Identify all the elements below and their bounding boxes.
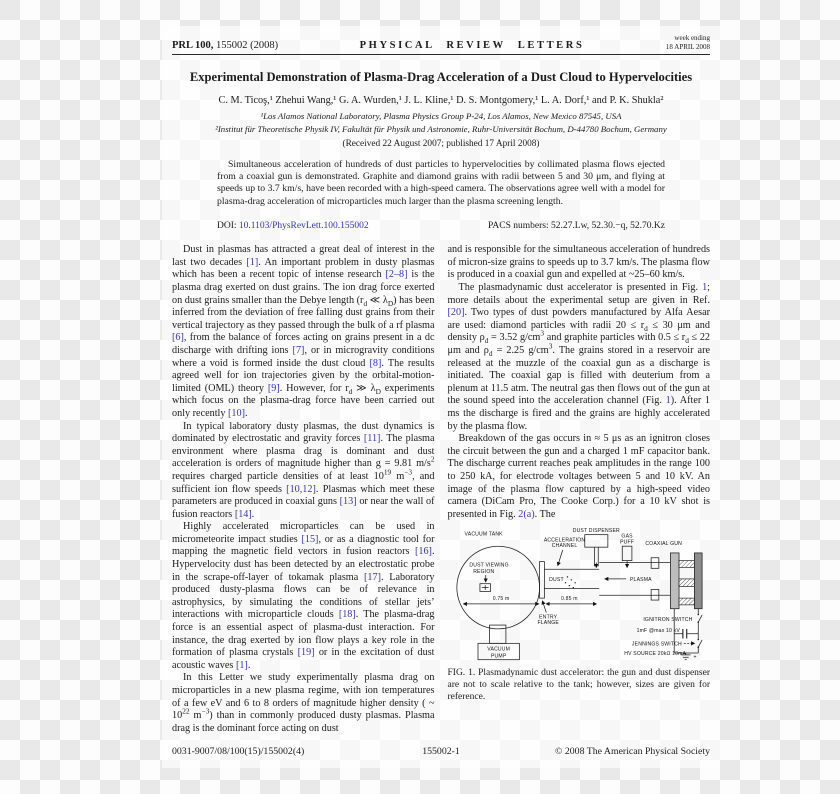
journal-header [172,34,710,55]
body-paragraph: In this Letter we study experimentally plasma drag on microparticles in a new plasma regime, with ion temperatures of a few eV and 6 to 8 orders of magnitude higher density ( ~ $10^{22}$ $m^{-3}$) than in commonly produced dusty plasmas. Plasma drag is the dominant force acting on dust [172,672,435,734]
issue-date: 18 APRIL 2008 [665,42,710,51]
citation-ref: [9] [267,382,280,394]
dust-grain-dot [570,579,571,580]
body-paragraph: Highly accelerated microparticles can be used in micrometeorite impact studies [15], or as a diagnostic tool for mapping the magnetic field vectors in fusion reactors [16]. Hypervelocity dust has been detected by an electrostatic probe in the scrape-off-layer of tokamak plasma [17]. Laboratory produced dusty-plasma flows can be of relevance in astrophysics, by simulating the conditions of stellar jets’ interactions with microparticle clouds [18]. The plasma-drag force is an essential aspect of plasma-dust interaction. For instance, the drag exerted by ion flow plays a key role in the formation of plasma crystals [19] or in the excitation of dust acoustic waves [1]. [172,521,435,671]
author-list: C. M. Ticoş,¹ Zhehui Wang,¹ G. A. Wurden,¹ J. L. Kline,¹ D. S. Montgomery,¹ L. A. Dorf,¹ and P. K. Shukla² [218,95,664,106]
dust-grain-dot [567,577,568,578]
plus-sign-label: + [693,655,697,662]
issn-code: 0031-9007/08/100(15)/155002(4) [172,746,305,757]
page-title: Experimental Demonstration of Plasma-Drag Acceleration of a Dust Cloud to Hypervelocities [189,70,693,84]
dust-grain-dot [565,582,566,583]
gun-backplate [670,553,679,609]
paper-page [162,26,720,768]
channel-dimension-label: 0.85 m [560,596,578,603]
entry-flange-label2: FLANGE [537,620,559,627]
figure-1 [448,526,711,663]
switch-contact-dot [697,614,699,616]
figure-1-schematic [453,526,705,663]
figure-ref: 1 [665,395,671,407]
affiliation-2: ²Institut für Theoretische Physik IV, Fakultät für Physik und Astronomie, Ruhr-Universität Bochum, D-44780 Bochum, Germany [215,123,667,134]
dust-grain-dot [574,582,575,583]
body-paragraph: In typical laboratory dusty plasmas, the dust dynamics is dominated by electrostatic and gravity forces [11]. The plasma environment where plasma drag is dominant and dust acceleration is orders of magnitude higher than g = 9.81 $m/s^2$ requires charged particle densities of at least $10^{19}$ $m^{-3}$, and sufficient ion flow speeds [10,12]. Plasmas which meet these parameters are produced in coaxial guns [13] or near the wall of fusion reactors [14]. [172,420,435,520]
jennings-switch-label: JENNINGS SWITCH [631,641,682,648]
citation-ref: [20] [447,307,465,319]
dust-grain-dot [568,585,569,586]
copyright-notice: © 2008 The American Physical Society [554,746,710,757]
ignitron-switch-label: IGNITRON SWITCH [643,617,693,624]
gun-insulator-bottom [651,590,659,601]
gun-electrode-top [679,561,694,568]
citation-ref: [10] [228,407,245,419]
citation-ref: [15] [301,533,319,545]
figure-1-caption: FIG. 1. Plasmadynamic dust accelerator: the gun and dust dispenser are not to scale relative to the tank; however, sizes are given for reference. [447,667,710,702]
citation-ref: [6] [172,332,184,344]
gun-electrode-center [679,579,694,587]
ignitron-switch-blade [698,615,702,622]
doi-link[interactable]: 10.1103/PhysRevLett.100.155002 [238,221,369,232]
body-paragraph: and is responsible for the simultaneous acceleration of hundreds of micron-size grains to speeds up to 3.7 km/s. The plasma flow is produced in a coaxial gun and expelled at ~25–60 km/s. [447,244,710,281]
coaxial-gun-label: COAXIAL GUN [645,541,682,548]
affiliation-1: ¹Los Alamos National Laboratory, Plasma Physics Group P-24, Los Alamos, New Mexico 87545, USA [260,111,622,121]
vacuum-tank-circle [457,546,540,629]
vacuum-pump-label: VACUUM [487,646,510,653]
tank-dimension-label: 0.75 m [492,596,510,603]
entry-flange [539,562,544,599]
dust-label: DUST [548,577,564,584]
dust-dispenser-label: DUST DISPENSER [572,528,620,535]
pacs-numbers: PACS numbers: 52.27.Lw, 52.30.−q, 52.70.Kz [488,221,665,232]
jennings-switch-blade [698,640,702,647]
figure-ref: 1 [702,282,708,293]
left-column [172,244,435,735]
citation-ref: [19] [297,647,315,659]
citation-ref: [11] [363,433,381,445]
two-column-body [172,244,710,735]
body-paragraph: The plasmadynamic dust accelerator is presented in Fig. 1; more details about the experimental setup are given in Ref. [20]. Two types of dust powders manufactured by Alfa Aesar are used: diamond particles with radii $20 \le r_d \le 30$ μm and density $\rho_d = 3.52$ $g/cm^3$ and graphite particles with $0.5 \le r_d \le 22$ μm and $\rho_d = 2.25$ $g/cm^3$. The grains stored in a reservoir are released at the muzzle of the coaxial gun as a discharge is initiated. The coaxial gap is filled with deuterium from a plenum at 11.5 atm. The neutral gas then flows out of the gun at the sound speed into the acceleration channel (Fig. 1). After 1 ms the discharge is fired and the grains are highly accelerated by the plasma flow. [447,282,711,432]
citation-ref: [2–8] [385,269,408,281]
pump-neck [489,625,505,643]
entry-flange-arrow [542,601,546,613]
vacuum-pump-label2: PUMP [490,653,507,660]
issue-info: 155002 (2008) [213,40,279,51]
capacitor-label: 1mF @max 10 kV [636,628,680,635]
doi-line [217,221,369,231]
citation-ref: [10,12] [286,483,316,495]
dust-viewing-label2: REGION [472,569,495,576]
dust-viewing-label: DUST VIEWING [469,562,509,569]
citation-ref: [8] [369,357,382,369]
figure-ref: 2(a) [518,508,535,520]
doi-pacs-row [217,221,665,231]
dust-grain-dot [572,587,573,588]
page-number: 155002-1 [422,746,460,757]
citation-ref: [1] [235,659,248,671]
journal-footer [172,746,710,757]
acceleration-channel-label2: CHANNEL [551,543,578,550]
body-paragraph: Breakdown of the gas occurs in ≈ 5 μs as an ignitron closes the circuit between the gun and a charged 1 mF capacitor bank. The discharge current reaches peak amplitudes in the range 100 to 250 kA, for electrode voltages between 5 and 10 kV. An image of the plasma flow captured by a high-speed video camera (DiCam Pro, The Cooke Corp.) for a 10 kV shot is presented in Fig. 2(a). The [447,433,710,520]
gas-puff-label: GAS [621,533,633,540]
plasma-label: PLASMA [629,577,652,584]
vacuum-tank-label: VACUUM TANK [464,531,503,538]
doi-label: DOI: [217,221,237,232]
abstract: Simultaneous acceleration of hundreds of dust particles to hypervelocities by collimated plasma flows ejected from a coaxial gun is demonstrated. Graphite and diamond grains with radii between 5 and 30 μm, and flying at speeds up to 3.7 km/s, have been recorded with a high-speed camera. The observations agree well with a model for plasma-drag acceleration of microparticles much larger than the plasma screening length. [217,158,665,207]
hv-source-label: HV SOURCE 20kΩ 10mA [623,651,686,658]
right-column [448,244,711,735]
citation-ref: [7] [292,344,305,356]
journal-citation [172,40,278,51]
citation-ref: [1] [246,256,259,268]
gun-electrode-bottom [679,598,694,605]
week-ending-label: week ending [674,34,710,42]
journal-abbrev: PRL 100, [172,40,214,51]
dust-dispenser-box [585,535,608,548]
citation-ref: [17] [363,571,381,583]
citation-ref: [13] [339,496,357,508]
journal-name: PHYSICAL REVIEW LETTERS [359,40,585,51]
citation-ref: [16] [414,546,432,558]
issue-date-block [666,34,710,51]
acceleration-channel-label: ACCELERATION [543,537,586,544]
gun-endplate [694,553,702,609]
received-dates: (Received 22 August 2007; published 17 April 2008) [342,138,540,149]
entry-flange-label: ENTRY [538,614,558,621]
gun-insulator-top [651,558,659,569]
gas-puff-valve [622,546,632,560]
body-paragraph: Dust in plasmas has attracted a great deal of interest in the last two decades [1]. An important problem in dusty plasmas which has been a recent topic of intense research [2–8] is the plasma drag exerted on dust grains. The ion drag force exerted on dust grains smaller than the Debye length ($r_d$ ≪ $\lambda_D$) has been inferred from the deviation of free falling dust grains from their vertical trajectory as they passed through the bulk of a rf plasma [6], from the balance of forces acting on grains present in a dc discharge with drifting ions [7], or in microgravity conditions where a void is formed inside the dust cloud [8]. The results agreed well for ion trajectories given by the orbital-motion-limited (OML) theory [9]. However, for $r_d$ ≫ $\lambda_D$ experiments which focus on the plasma-drag force have been carried out only recently [10]. [172,244,435,419]
gas-puff-label2: PUFF [619,539,634,546]
citation-ref: [18] [338,609,356,621]
acceleration-arrow [558,550,563,565]
citation-ref: [14] [234,508,252,520]
